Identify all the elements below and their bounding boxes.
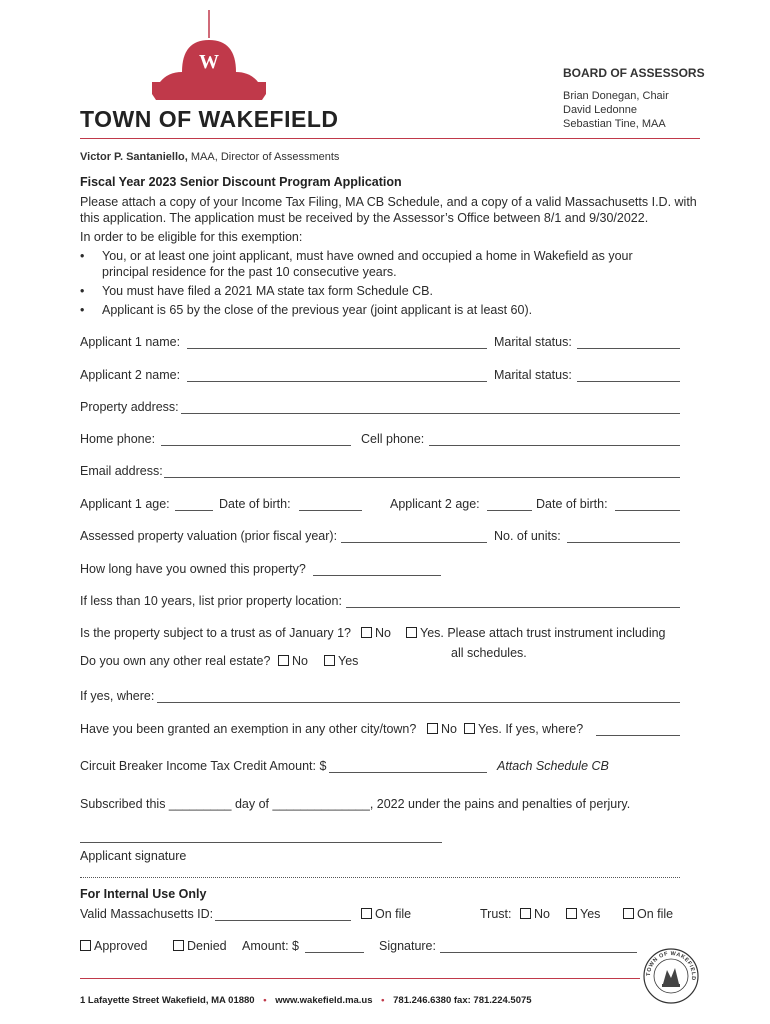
checkbox-icon[interactable] [623,908,634,919]
real-estate-yes-label: Yes [338,654,359,668]
assessed-valuation-label: Assessed property valuation (prior fiscal year): [80,529,338,543]
checkbox-icon[interactable] [520,908,531,919]
board-title: BOARD OF ASSESSORS [563,66,705,80]
applicant1-name-label: Applicant 1 name: [80,335,181,349]
applicant2-age-field[interactable] [487,510,532,511]
director-title: MAA, Director of Assessments [187,151,340,163]
marital-status-2-label: Marital status: [494,368,572,382]
trust-yes-label: Yes. Please attach trust instrument including [420,626,666,640]
real-estate-no-option[interactable] [278,654,308,668]
board-member: Brian Donegan, Chair [563,90,669,102]
internal-trust-no-option[interactable] [520,907,550,921]
applicant2-name-field[interactable] [187,381,487,382]
exemption-yes-option[interactable] [464,722,583,736]
internal-trust-yes-option[interactable] [566,907,600,921]
applicant2-name-label: Applicant 2 name: [80,368,181,382]
other-real-estate-question: Do you own any other real estate? [80,654,271,668]
bullet-text: Applicant is 65 by the close of the previous year (joint applicant is at least 60). [102,303,533,317]
bullet-text: principal residence for the past 10 consecutive years. [102,265,397,279]
checkbox-icon[interactable] [80,940,91,951]
amount-label: Amount: $ [242,939,299,953]
on-file-2-label: On file [637,907,674,921]
footer-bullet: • [381,995,385,1006]
assessed-valuation-field[interactable] [341,542,487,543]
footer-website[interactable]: www.wakefield.ma.us [275,995,373,1006]
checkbox-icon[interactable] [278,655,289,666]
trust-yes-option[interactable] [406,626,666,640]
intro-text: Please attach a copy of your Income Tax Filing, MA CB Schedule, and a copy of a valid Massachusetts I.D. with [80,195,697,209]
circuit-breaker-label: Circuit Breaker Income Tax Credit Amount: $ [80,759,327,773]
real-estate-yes-option[interactable] [324,654,358,668]
marital-status-1-field[interactable] [577,348,680,349]
checkbox-icon[interactable] [361,908,372,919]
exemption-where-field[interactable] [596,735,680,736]
cell-phone-label: Cell phone: [361,432,425,446]
intro-text: this application. The application must be received by the Assessor’s Office between 8/1 and 9/30/2022. [80,211,649,225]
director-line [80,150,339,164]
applicant1-age-field[interactable] [175,510,213,511]
town-name: TOWN OF WAKEFIELD [80,106,339,132]
director-name: Victor P. Santaniello, [80,151,188,163]
board-member: David Ledonne [563,104,638,116]
town-logo [150,10,270,105]
trust-question: Is the property subject to a trust as of January 1? [80,626,351,640]
home-phone-field[interactable] [161,445,351,446]
property-address-label: Property address: [80,400,179,414]
applicant-signature-label: Applicant signature [80,849,187,863]
num-units-label: No. of units: [494,529,561,543]
footer-contact [80,994,532,1008]
town-seal [643,948,699,1004]
bullet-text: You must have filed a 2021 MA state tax form Schedule CB. [102,284,433,298]
on-file-2-option[interactable] [623,907,673,921]
prior-location-label: If less than 10 years, list prior property location: [80,594,342,608]
checkbox-icon[interactable] [464,723,475,734]
valid-id-field[interactable] [215,920,351,921]
on-file-label: On file [375,907,412,921]
marital-status-2-field[interactable] [577,381,680,382]
checkbox-icon[interactable] [173,940,184,951]
trust-label: Trust: [480,907,512,921]
subscribed-statement: Subscribed this _________ day of ______________, 2022 under the pains and penalties of perjury. [80,797,631,811]
prior-location-field[interactable] [346,607,680,608]
internal-signature-field[interactable] [440,952,637,953]
email-label: Email address: [80,464,163,478]
bullet-icon: • [80,303,85,317]
amount-field[interactable] [305,952,364,953]
approved-label: Approved [94,939,148,953]
applicant2-age-label: Applicant 2 age: [390,497,480,511]
dob2-label: Date of birth: [536,497,608,511]
logo-letter: W [199,51,219,73]
real-estate-no-label: No [292,654,308,668]
seal-text: TOWN OF WAKEFIELD [645,950,697,981]
dob1-label: Date of birth: [219,497,291,511]
all-schedules-text: all schedules. [451,646,527,660]
email-field[interactable] [164,477,680,478]
footer-rule [80,978,640,979]
checkbox-icon[interactable] [361,627,372,638]
property-address-field[interactable] [181,413,680,414]
internal-trust-no-label: No [534,907,550,921]
num-units-field[interactable] [567,542,680,543]
dob1-field[interactable] [299,510,362,511]
approved-option[interactable] [80,939,148,953]
dotted-divider [80,877,680,878]
header-rule [80,138,700,139]
if-yes-where-label: If yes, where: [80,689,155,703]
cell-phone-field[interactable] [429,445,680,446]
footer-phone: 781.246.6380 fax: 781.224.5075 [393,995,532,1006]
bullet-text: You, or at least one joint applicant, must have owned and occupied a home in Wakefield as your [102,249,633,263]
home-phone-label: Home phone: [80,432,156,446]
attach-cb-note: Attach Schedule CB [497,759,609,773]
on-file-option[interactable] [361,907,411,921]
internal-signature-label: Signature: [379,939,436,953]
board-member: Sebastian Tine, MAA [563,118,666,130]
internal-trust-yes-label: Yes [580,907,601,921]
exemption-question: Have you been granted an exemption in any other city/town? [80,722,417,736]
denied-label: Denied [187,939,227,953]
checkbox-icon[interactable] [566,908,577,919]
checkbox-icon[interactable] [427,723,438,734]
marital-status-1-label: Marital status: [494,335,572,349]
denied-option[interactable] [173,939,227,953]
circuit-breaker-field[interactable] [329,772,487,773]
footer-address: 1 Lafayette Street Wakefield, MA 01880 [80,995,255,1006]
exemption-no-option[interactable] [427,722,457,736]
footer-bullet: • [263,995,267,1006]
dob2-field[interactable] [615,510,680,511]
if-yes-where-field[interactable] [157,702,680,703]
intro-text: In order to be eligible for this exemption: [80,230,303,244]
how-long-field[interactable] [313,575,441,576]
exemption-yes-label: Yes. If yes, where? [478,722,584,736]
valid-id-label: Valid Massachusetts ID: [80,907,214,921]
applicant1-name-field[interactable] [187,348,487,349]
how-long-label: How long have you owned this property? [80,562,306,576]
signature-field[interactable] [80,842,442,843]
exemption-no-label: No [441,722,457,736]
bullet-icon: • [80,284,85,298]
form-title: Fiscal Year 2023 Senior Discount Program Application [80,175,402,189]
applicant1-age-label: Applicant 1 age: [80,497,170,511]
trust-no-option[interactable] [361,626,391,640]
checkbox-icon[interactable] [324,655,335,666]
internal-use-title: For Internal Use Only [80,887,207,901]
checkbox-icon[interactable] [406,627,417,638]
bullet-icon: • [80,249,85,263]
trust-no-label: No [375,626,391,640]
